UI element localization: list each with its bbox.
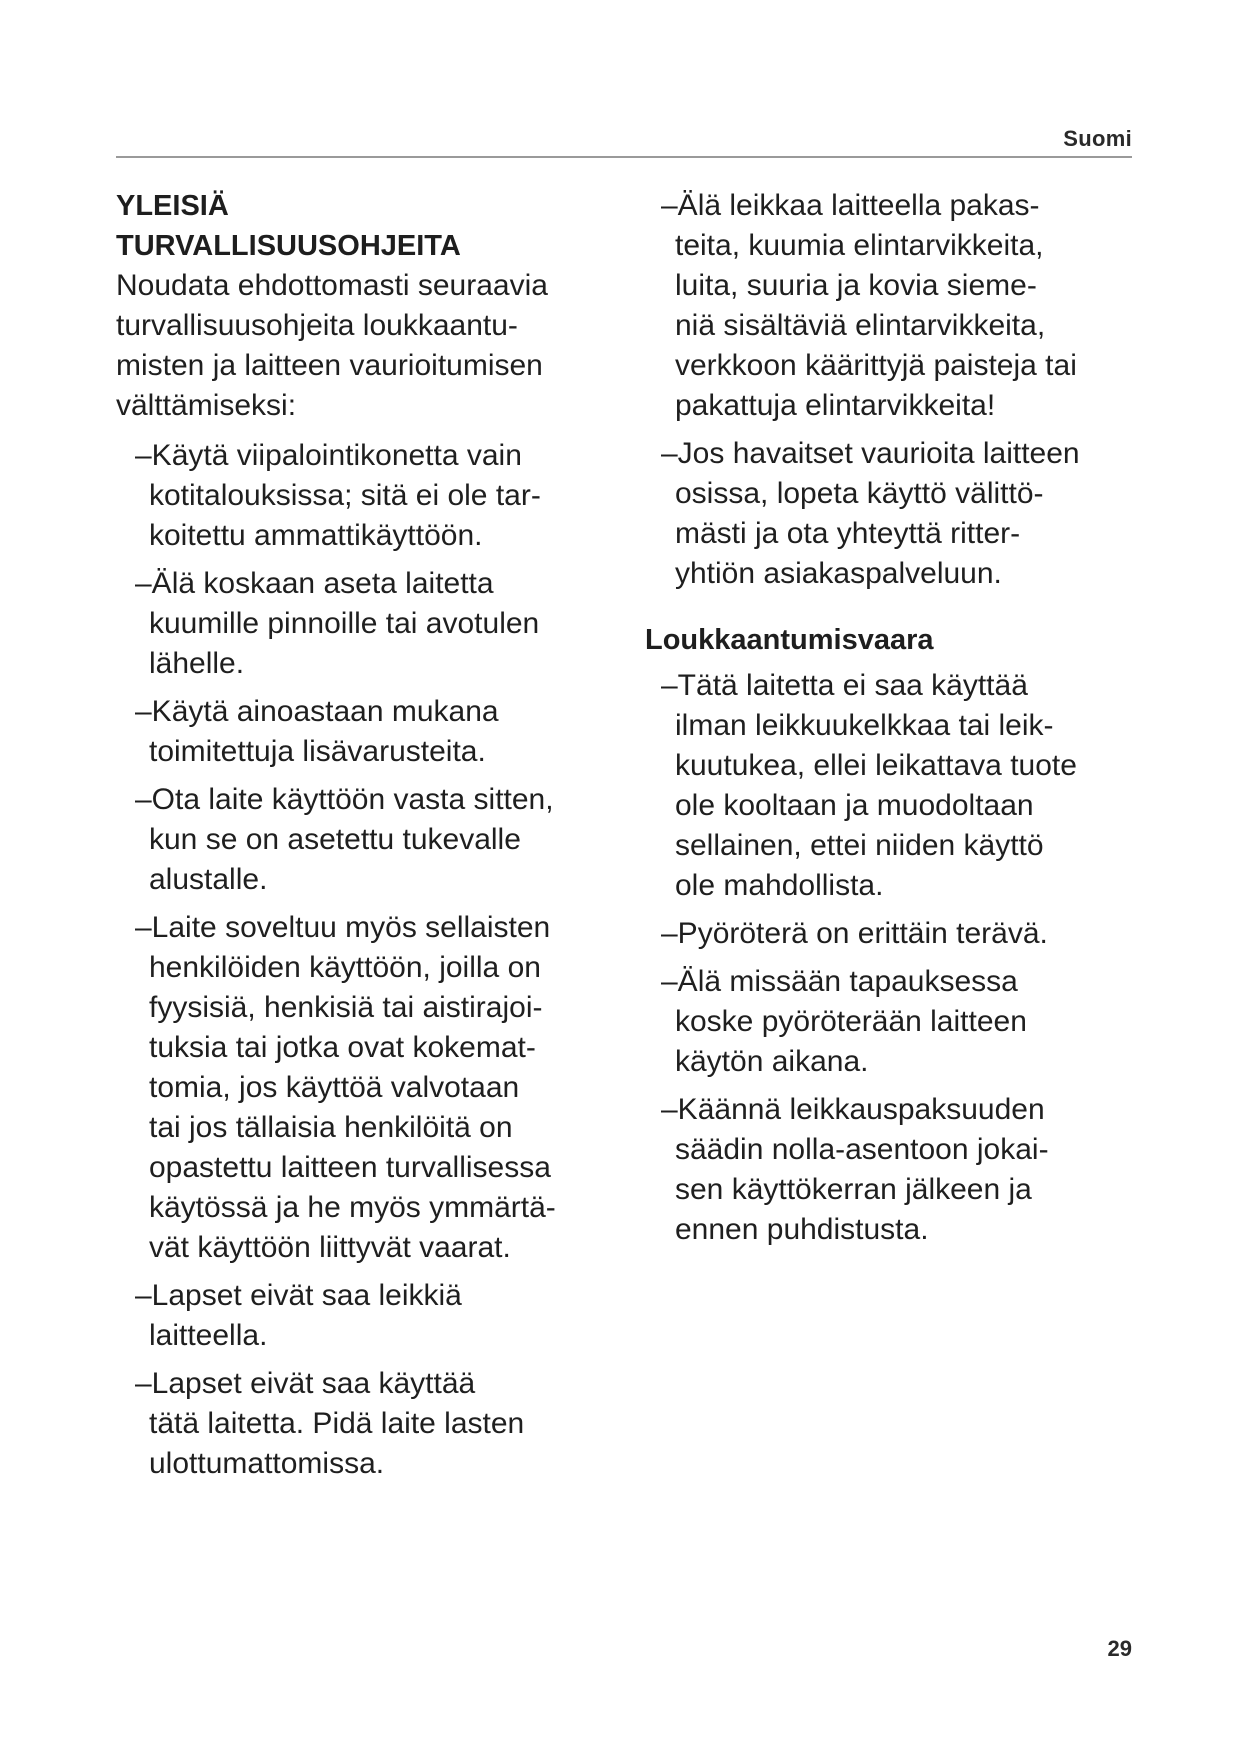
section-heading-general-safety: YLEISIÄ TURVALLISUUSOHJEITA [116, 190, 461, 262]
section-heading-injury-risk: Loukkaantumisvaara [645, 624, 934, 656]
list-item: –Tätä laitetta ei saa käyttää ilman leikkuukelkkaa tai leik- kuutukea, ellei leikattava tuote ole kooltaan ja muodoltaan sellainen, ettei niiden käyttö ole mahdollista. [661, 669, 1077, 902]
left-column [116, 186, 616, 1492]
page-header [116, 122, 1132, 158]
list-item: –Lapset eivät saa käyttää tätä laitetta. Pidä laite lasten ulottumattomissa. [135, 1367, 525, 1480]
page-number: 29 [1107, 1636, 1132, 1661]
list-item: –Älä missään tapauksessa koske pyöröterään laitteen käytön aikana. [661, 965, 1027, 1078]
list-item: –Käytä ainoastaan mukana toimitettuja lisävarusteita. [135, 695, 499, 768]
right-column [645, 186, 1145, 1258]
list-item: –Älä koskaan aseta laitetta kuumille pinnoille tai avotulen lähelle. [135, 567, 540, 680]
intro-paragraph: Noudata ehdottomasti seuraavia turvallisuusohjeita loukkaantu- misten ja laitteen vaurioitumisen välttämiseksi: [116, 269, 548, 422]
list-item: –Käytä viipalointikonetta vain kotitalouksissa; sitä ei ole tar- koitettu ammattikäyttöön. [135, 439, 541, 552]
list-item: –Laite soveltuu myös sellaisten henkilöiden käyttöön, joilla on fyysisiä, henkisiä tai aistirajoi- tuksia tai jotka ovat kokemat- tomia, jos käyttöä valvotaan tai jos tällaisia henkilöitä on opastettu laitteen turvallisessa käytössä ja he myös ymmärtä- vät käyttöön liittyvät vaarat. [135, 911, 556, 1264]
list-item: –Ota laite käyttöön vasta sitten, kun se on asetettu tukevalle alustalle. [135, 783, 554, 896]
list-item: –Älä leikkaa laitteella pakas- teita, kuumia elintarvikkeita, luita, suuria ja kovia sieme- niä sisältäviä elintarvikkeita, verkkoon käärittyjä paisteja tai pakattuja elintarvikkeita! [661, 189, 1077, 422]
list-item: –Käännä leikkauspaksuuden säädin nolla-asentoon jokai- sen käyttökerran jälkeen ja ennen puhdistusta. [661, 1093, 1049, 1246]
list-item: –Jos havaitset vaurioita laitteen osissa, lopeta käyttö välittö- mästi ja ota yhteyttä ritter- yhtiön asiakaspalveluun. [661, 437, 1080, 590]
list-item: –Lapset eivät saa leikkiä laitteella. [135, 1279, 462, 1352]
language-label: Suomi [1063, 126, 1132, 151]
list-item: –Pyöröterä on erittäin terävä. [661, 917, 1048, 950]
